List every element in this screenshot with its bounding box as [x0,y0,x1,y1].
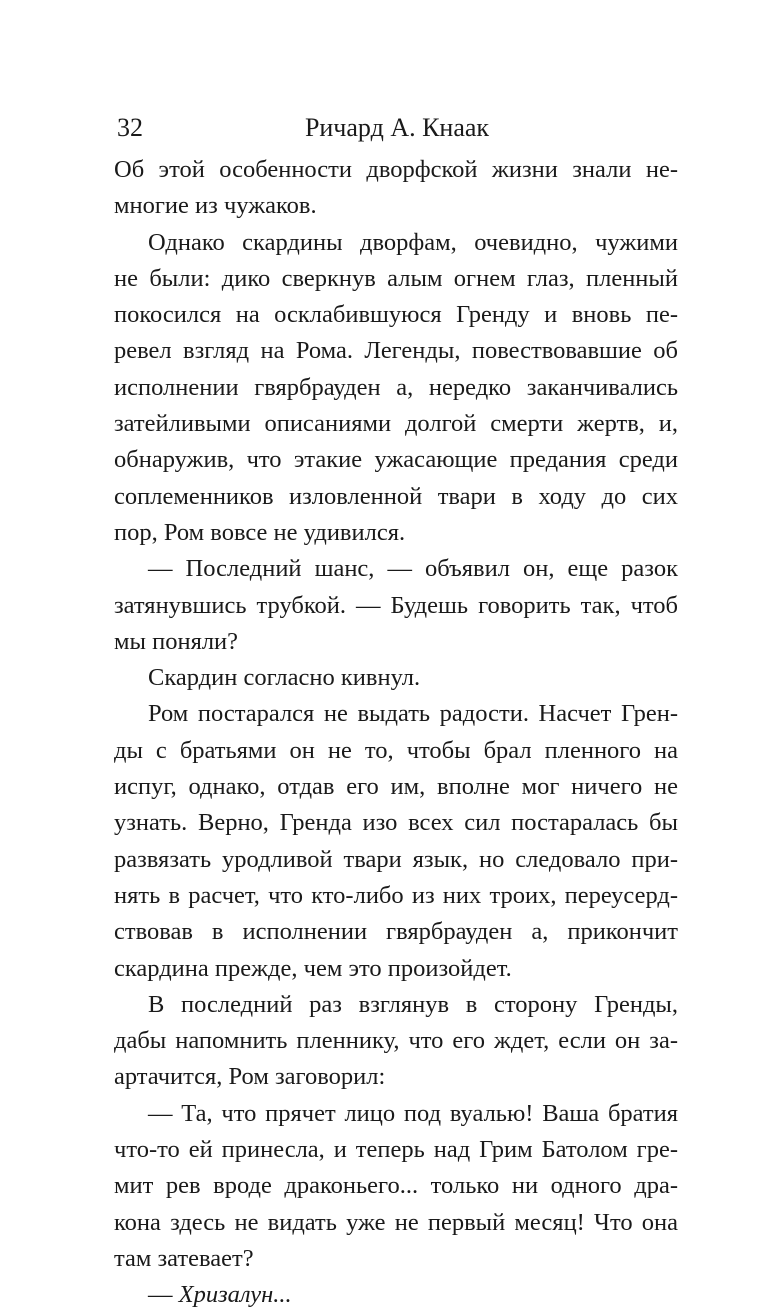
text-line: мы поняли? [114,627,239,655]
text-line: многие из чужаков. [114,192,317,220]
text-line: Скардин согласно кивнул. [148,664,421,692]
text-line: — Последний шанс, — объявил он, еще разок [148,555,678,583]
text-line: Однако скардины дворфам, очевидно, чужими [148,228,678,256]
text-line: развязать уродливой твари язык, но следовало при- [114,845,678,873]
text-line: В последний раз взглянув в сторону Гренды, [148,990,678,1018]
text-line: кона здесь не видать уже не первый месяц! Что она [114,1208,678,1236]
text-line: покосился на осклабившуюся Гренду и вновь пе- [114,301,678,329]
text-line: там затевает? [114,1244,254,1272]
text-line: ды с братьями он не то, чтобы брал пленного на [114,736,678,764]
text-line: мит рев вроде драконьего... только ни одного дра- [114,1172,678,1200]
text-line: не были: дико сверкнув алым огнем глаз, пленный [114,264,678,292]
text-line: узнать. Верно, Гренда изо всех сил постаралась бы [114,809,678,837]
text-line: Об этой особенности дворфской жизни знали не- [114,156,678,183]
text-line: — Та, что прячет лицо под вуалью! Ваша братия [148,1099,678,1127]
italic-word: Хризалун... [178,1281,292,1309]
text-line: что-то ей принесла, и теперь над Грим Батолом гре- [114,1136,678,1164]
text-line [114,1277,678,1313]
body-text [114,152,678,1314]
text-line: обнаружив, что этакие ужасающие предания среди [114,446,678,474]
text-line: соплеменников изловленной твари в ходу до сих [114,482,678,510]
dialogue-dash: — [148,1281,179,1309]
page-number: 32 [117,113,143,142]
text-line: пор, Ром вовсе не удивился. [114,518,406,546]
text-line: ревел взгляд на Рома. Легенды, повествовавшие об [114,337,678,365]
text-line: испуг, однако, отдав его им, вполне мог ничего не [114,773,678,801]
text-line: нять в расчет, что кто-либо из них троих, переусерд- [114,881,678,909]
text-line: затянувшись трубкой. — Будешь говорить так, чтоб [114,591,678,619]
text-line: артачится, Ром заговорил: [114,1063,386,1091]
text-line: скардина прежде, чем это произойдет. [114,954,512,982]
running-head: Ричард А. Кнаак [304,113,490,142]
page-header [117,108,677,148]
text-line: исполнении гвярбрауден а, нередко заканчивались [114,373,678,401]
text-line: затейливыми описаниями долгой смерти жертв, и, [114,410,678,438]
text-line: ствовав в исполнении гвярбрауден а, прикончит [114,918,678,946]
text-line: дабы напомнить пленнику, что его ждет, если он за- [114,1027,678,1055]
text-line: Ром постарался не выдать радости. Насчет Грен- [148,700,678,728]
